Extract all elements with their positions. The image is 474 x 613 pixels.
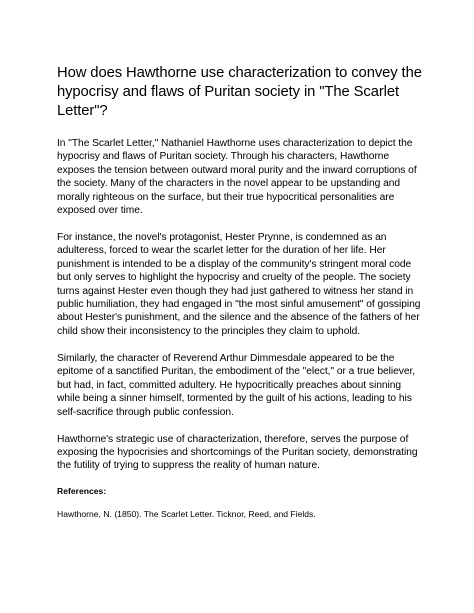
body-paragraph: Similarly, the character of Reverend Arthur Dimmesdale appeared to be the epitome of a sanctified Puritan, the embodiment of the "elect," or a true believer, but had, in fact, committed adultery. He hypocritically preaches about sinning while being a sinner himself, tormented by the guilt of his actions, leading to his self-sacrifice through public confession.: [57, 352, 416, 418]
body-paragraph: For instance, the novel's protagonist, Hester Prynne, is condemned as an adulteress, forced to wear the scarlet letter for the duration of her life. Her punishment is intended to be a display of the community's stringent moral code but only serves to highlight the hypocrisy and cruelty of the people. The society turns against Hester even though they had just gathered to witness her stand in public humiliation, they had engaged in "the most sinful amusement" of gossiping about Hester's punishment, and the silence and the absence of the fathers of her child show their inconsistency to the principles they claim to uphold.: [57, 232, 421, 337]
reference-item: Hawthorne, N. (1850). The Scarlet Letter. Ticknor, Reed, and Fields.: [57, 509, 316, 520]
body-paragraph: In "The Scarlet Letter," Nathaniel Hawthorne uses characterization to depict the hypocrisy and flaws of Puritan society. Through his characters, Hawthorne exposes the tension between outward moral purity and the inward corruptions of the society. Many of the characters in the novel appear to be upstanding and morally righteous on the surface, but their true hypocritical personalities are exposed over time.: [57, 138, 417, 217]
body-paragraph: Hawthorne's strategic use of characterization, therefore, serves the purpose of exposing the hypocrisies and shortcomings of the Puritan society, demonstrating the futility of trying to suppress the reality of human nature.: [57, 433, 418, 472]
page-title: How does Hawthorne use characterization to convey the hypocrisy and flaws of Puritan society in "The Scarlet Letter"?: [57, 65, 422, 119]
references-heading: References:: [57, 486, 107, 497]
